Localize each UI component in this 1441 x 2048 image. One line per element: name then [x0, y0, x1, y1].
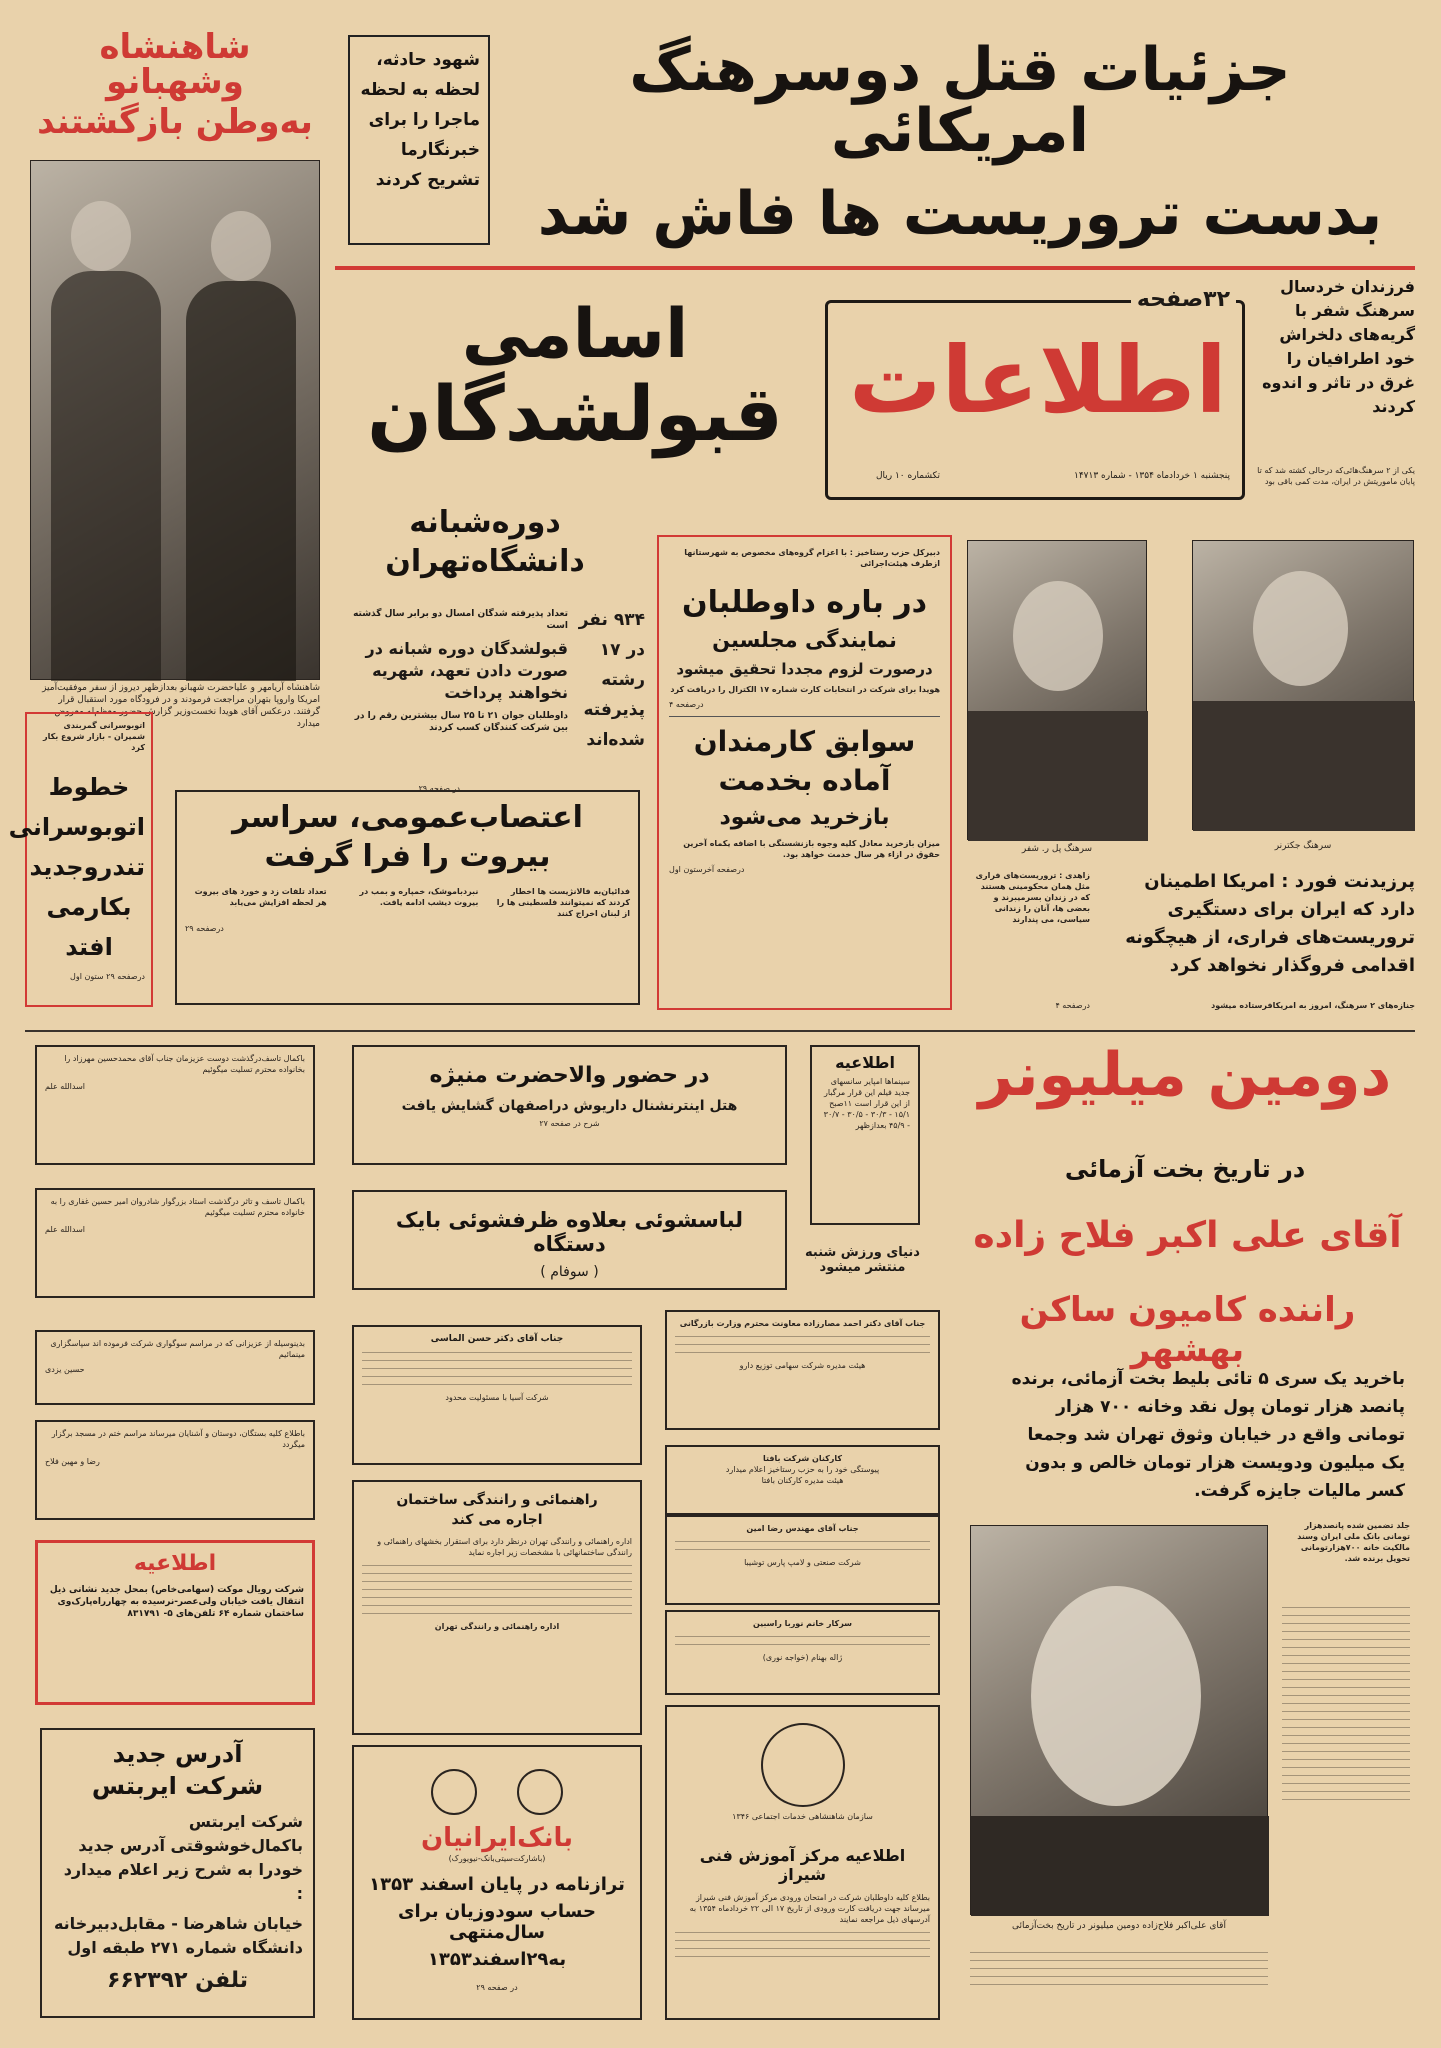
employees-continued: درصفحه آخرستون اول: [669, 865, 745, 874]
shiraz-body: بطلاع کلیه داوطلبان شرکت در امتحان ورودی مرکز آموزش فنی شیراز میرساند جهت دریافت کارت ورودی از تاریخ ۱۷ الی ۲۲ خردادماه ۱۳۵۴ به آدرسهای ذیل مراجعه نمایند: [689, 1893, 930, 1924]
bank-sub: (باشارکت‌سیتی‌بانک-نیویورک): [448, 1854, 546, 1863]
airbits-body: شرکت ایربتس باکمال‌خوشوقتی آدرس جدید خودرا به شرح زیر اعلام میدارد :: [63, 1812, 303, 1903]
candidates-box: [657, 535, 952, 1010]
candidates-headline: در باره داوطلبان: [681, 585, 927, 620]
employees-body: میزان بازخرید معادل کلیه وجوه بازنشستگی با اضافه یکماه آخرین حقوق در ازاء هر سال خدمت خواهد بود.: [683, 839, 940, 859]
lottery-bottom-text: [970, 1945, 1268, 2015]
royal-mocket-title: اطلاعیه: [133, 1551, 217, 1576]
names-count-5: شده‌اند: [586, 730, 645, 750]
lottery-sub: در تاریخ بخت آزمائی: [1064, 1155, 1306, 1183]
rasbin-sign: ژاله بهنام (خواجه نوری): [762, 1653, 843, 1662]
employees-sub: بازخرید می‌شود: [719, 805, 890, 830]
masarzadeh-sign: هیئت مدیره شرکت سهامی توزیع دارو: [739, 1361, 866, 1370]
royal-mocket-ad: [35, 1540, 315, 1705]
witness-text: شهود حادثه، لحظه به لحظه ماجرا را برای خبرنگارما تشریح کردند: [360, 50, 480, 190]
sofam-title: لباسشوئی بعلاوه ظرفشوئی بایک دستگاه: [395, 1208, 744, 1256]
bank-name: بانک‌ایرانیان: [420, 1823, 573, 1853]
lottery-name-1: آقای علی اکبر فلاح زاده: [973, 1215, 1402, 1256]
bank-line-2: حساب سودوزیان برای سال‌منتهی: [398, 1901, 596, 1943]
candidates-body: هویدا برای شرکت در انتخابات کارت شماره ۱۷ الکترال را دریافت کرد: [670, 685, 940, 694]
main-headline: [510, 35, 1410, 250]
strike-bullet-3: تعداد تلفات زد و خورد های بیروت هر لحظه افزایش می‌یابد: [194, 887, 327, 907]
bafta-title: کارکنان شرکت بافتا: [762, 1454, 843, 1463]
names-bullet-2: قبولشدگان دوره شبانه در صورت دادن تعهد، شهریه نخواهند پرداخت: [365, 639, 568, 702]
employees-headline-1: سوابق کارمندان: [693, 725, 916, 758]
colonel-turner-photo: [1192, 540, 1414, 830]
bank-emblem-icon: [431, 1769, 477, 1815]
bafta-body: پیوستگی خود را به حزب رستاخیز اعلام میدارد: [725, 1465, 880, 1474]
candidates-sub: نمایندگی مجلسین: [712, 628, 897, 652]
strike-headline-2: بیروت را فرا گرفت: [264, 839, 551, 874]
bank-line-3: به۲۹اسفند۱۳۵۳: [427, 1949, 567, 1970]
condolence-2-sign: اسدالله علم: [45, 1225, 86, 1234]
lottery-side-column: [1282, 1600, 1410, 2000]
names-count-3: رشته: [601, 670, 645, 690]
colonel-turner-caption: سرهنگ جکترنر: [1274, 841, 1332, 851]
bafta-sign: هیئت مدیره کارکنان بافتا: [761, 1476, 844, 1485]
colonel-stats-text: یکی از ۲ سرهنگ‌هائی‌که درحالی کشته شد که تا پایان ماموریتش در ایران، مدت کمی باقی بود: [1257, 466, 1415, 486]
airbits-phone: تلفن ۶۶۲۳۹۲: [106, 1968, 249, 1993]
cinema-body: سینماها امپایر سانسهای جدید فیلم این قرار مرگبار از این قرار است ۱۱صبح ۱۵/۱ - ۳۰/۳ - ۳۰/۵ - ۳۰/۷ - ۴۵/۹ بعدازظهر: [823, 1077, 910, 1130]
almasi-ad: [352, 1325, 642, 1465]
airbits-ad: [40, 1728, 315, 2018]
almasi-sign: شرکت آسیا با مسئولیت محدود: [445, 1393, 549, 1402]
names-counts: [575, 605, 645, 755]
masarzadeh-title: جناب آقای دکتر احمد مصارزاده معاونت محترم وزارت بازرگانی: [679, 1319, 926, 1328]
shah-headline-line1: شاهنشاه وشهبانو: [99, 27, 251, 102]
shiraz-ad: [665, 1705, 940, 2020]
names-bullet-3: داوطلبان جوان ۲۱ تا ۲۵ سال بیشترین رقم را در بین شرکت کنندگان کسب کردند: [354, 711, 568, 733]
amin-sign: شرکت صنعتی و لامپ پارس توشیبا: [744, 1558, 861, 1567]
names-continued: در صفحه ۲۹: [418, 784, 460, 793]
strike-box: [175, 790, 640, 1005]
names-bullet-1: تعداد پذیرفته شدگان امسال دو برابر سال گذشته است: [353, 609, 568, 631]
names-count-2: در ۱۷: [599, 640, 645, 660]
amin-title: جناب آقای مهندس رضا امین: [746, 1524, 859, 1533]
fallahzadeh-caption: آقای علی‌اکبر فلاح‌زاده دومین میلیونر در تاریخ بخت‌آزمائی: [1012, 1921, 1226, 1931]
employees-headline-2: آماده بخدمت: [718, 764, 891, 797]
names-bullets: [340, 608, 568, 734]
candidates-sub2: درصورت لزوم مجددا تحقیق میشود: [676, 660, 933, 678]
condolence-4-sign: رضا و مهین فلاح: [45, 1457, 100, 1466]
royal-mocket-body: شرکت رویال موکت (سهامی‌خاص) بمحل جدید نشانی ذیل انتقال یافت خیابان ولی‌عصر-نرسیده به چهارراه‌پارک‌وی ساختمان شماره ۶۴ تلفن‌های ۵- ۸۳۱۷۹۱: [49, 1585, 304, 1619]
airbits-address: خیابان شاهرضا - مقابل‌دبیرخانه دانشگاه شماره ۲۷۱ طبقه اول: [53, 1914, 303, 1957]
traffic-building-footer: اداره راهنمائی و رانندگی تهران: [434, 1622, 560, 1631]
condolence-1-sign: اسدالله علم: [45, 1082, 86, 1091]
names-sub: [370, 505, 600, 579]
hotel-opening-ad: [352, 1045, 787, 1165]
cinema-ad: [810, 1045, 920, 1225]
names-sub-line1: دوره‌شبانه: [409, 505, 561, 540]
sports-note: دنیای ورزش شنبه منتشر میشود: [805, 1245, 920, 1275]
condolence-ad-4: [35, 1420, 315, 1520]
ford-text: پرزیدنت فورد : امریکا اطمینان دارد که ایران برای دستگیری تروریست‌های فراری، از هیچگونه اقدامی فروگذار نخواهد کرد: [1125, 871, 1415, 976]
sofam-ad: [352, 1190, 787, 1290]
rasbin-title: سرکار خانم نوربا راسبین: [752, 1619, 853, 1628]
names-sub-line2: دانشگاه‌تهران: [385, 544, 585, 579]
rasbin-ad: [665, 1610, 940, 1695]
colonel-shaffer-photo: [967, 540, 1147, 840]
officers-continued: درصفحه ۴: [1055, 1001, 1090, 1010]
condolence-2-text: باکمال تاسف و تاثر درگذشت استاد بزرگوار شادروان امیر حسین غفاری را به خانواده محترم تسلیت میگوئیم: [50, 1197, 305, 1217]
lottery-body: باخرید یک سری ۵ تائی بلیط بخت آزمائی، برنده پانصد هزار تومان پول نقد وخانه ۷۰۰ هزار تومانی واقع در خیابان وثوق تهران شد وجمعا یک میلیون ودویست هزار تومان خالص و بدون کسر مالیات جایزه گرفت.: [1011, 1369, 1405, 1501]
names-headline: [345, 295, 805, 500]
buses-box: [8, 712, 153, 1007]
masthead-price: تکشماره ۱۰ ریال: [875, 471, 940, 481]
masarzadeh-ad: [665, 1310, 940, 1430]
traffic-building-title-2: اجاره می کند: [451, 1512, 543, 1528]
names-count-1: ۹۳۴ نفر: [578, 610, 645, 630]
top-divider-rule: [335, 266, 1415, 270]
bank-continued: در صفحه ۲۹: [476, 1983, 518, 1992]
condolence-ad-1: [35, 1045, 315, 1165]
condolence-4-text: باطلاع کلیه بستگان، دوستان و آشنایان میرساند مراسم ختم در مسجد برگزار میگردد: [51, 1429, 305, 1449]
shiraz-seal-text: سازمان شاهنشاهی خدمات اجتماعی ۱۳۴۶: [732, 1812, 873, 1821]
condolence-3-sign: حسین یزدی: [45, 1365, 85, 1374]
main-headline-line1: جزئیات قتل دوسرهنگ امریکائی: [629, 35, 1291, 167]
condolence-ad-2: [35, 1188, 315, 1298]
condolence-3-text: بدینوسیله از عزیزانی که در مراسم سوگواری شرکت فرموده اند سپاسگزاری مینمائیم: [50, 1339, 305, 1359]
shah-headline: [25, 27, 325, 143]
lottery-name-2: راننده کامیون ساکن بهشهر: [1019, 1290, 1356, 1370]
buses-kicker: اتوبوسرانی گمربندی شمیران - بازار شروع بکار کرد: [42, 721, 145, 752]
section-divider: [25, 1030, 1415, 1032]
zahedi-text: زاهدی : تروریست‌های فراری مثل همان محکومینی هستند که در زندان بسرمیبرند و بعضی ها، آنان را زندانی سیاسی، می پندارند: [975, 871, 1090, 924]
strike-bullet-1: فدائیان‌به فالانژیست ها اخطار کردند که نمیتوانند فلسطینی ها را از لبنان اخراج کنند: [496, 887, 630, 918]
lottery-headline: دومین میلیونر: [978, 1040, 1392, 1110]
shah-photo: [30, 160, 320, 680]
strike-headline-1: اعتصاب‌عمومی، سراسر: [232, 800, 583, 835]
buses-continued: درصفحه ۲۹ ستون اول: [70, 972, 145, 981]
cinema-title: اطلاعیه: [835, 1053, 895, 1072]
colonel-shaffer-caption: سرهنگ پل ر. شفر: [1021, 844, 1093, 854]
airbits-title-1: آدرس جدید: [112, 1740, 243, 1768]
bank-line-1: ترازنامه در پایان اسفند ۱۳۵۳: [369, 1874, 625, 1895]
names-headline-line2: قبولشدگان: [367, 369, 783, 459]
sofam-brand: ( سوفام ): [540, 1264, 599, 1280]
strike-continued: درصفحه ۲۹: [185, 924, 224, 933]
traffic-building-body: اداره راهنمائی و رانندگی تهران درنظر دارد برای استقرار بخشهای راهنمائی و رانندگی ساختمانهائی با مشخصات زیر اجاره نماید: [377, 1537, 632, 1557]
witness-box: [348, 35, 490, 245]
candidates-kicker: دبیرکل حزب رستاخیز : با اعزام گروه‌های مخصوص به شهرستانها ازطرف هیئت‌اجرائی: [684, 548, 940, 568]
hotel-opening-text: هتل اینترنشنال داریوش دراصفهان گشایش یافت: [401, 1098, 738, 1114]
iranian-bank-ad: [352, 1745, 642, 2020]
children-text: فرزندان خردسال سرهنگ شفر با گریه‌های دلخراش خود اطرافیان را غرق در تاثر و اندوه کردند: [1262, 277, 1415, 416]
names-headline-line1: اسامی: [461, 295, 689, 374]
lottery-side-text: جلد تضمین شده پانصدهزار تومانی بانک ملی ایران وسند مالکیت خانه ۷۰۰هزارتومانی تحویل برنده شد.: [1297, 1521, 1410, 1563]
globe-emblem-icon: [517, 1769, 563, 1815]
traffic-building-ad: [352, 1480, 642, 1735]
hotel-opening-continued: شرح در صفحه ۲۷: [539, 1119, 600, 1128]
names-count-4: پذیرفته: [583, 700, 645, 720]
hotel-opening-title: در حضور والاحضرت منیژه: [429, 1063, 710, 1088]
ford-body: جنازه‌های ۲ سرهنگ، امروز به امریکافرستاده میشود: [1211, 1001, 1415, 1010]
amin-ad: [665, 1515, 940, 1605]
condolence-ad-3: [35, 1330, 315, 1405]
airbits-title-2: شرکت ایربتس: [91, 1772, 264, 1800]
shah-headline-line2: به‌وطن بازگشتند: [37, 102, 313, 143]
candidates-continued: درصفحه ۴: [669, 700, 704, 709]
bafta-ad: [665, 1445, 940, 1515]
traffic-building-title-1: راهنمائی و رانندگی ساختمان: [396, 1492, 598, 1508]
shah-caption: شاهنشاه آریامهر و علیاحضرت شهبانو بعدازظهر دیروز از سفر موفقیت‌آمیز امریکا واروپا بتهران مراجعت فرمودند و در فرودگاه مورد استقبال قرار گرفتند. درعکس آقای هویدا نخست‌وزیر گزارش حضور معظم‌له معروض میدارد: [42, 683, 320, 729]
condolence-1-text: باکمال تاسف‌درگذشت دوست عزیزمان جناب آقای محمد‌حسین مهرزاد را بخانواده محترم تسلیت میگوئیم: [64, 1054, 305, 1074]
buses-headline: خطوط اتوبوسرانی تندروجدید بکارمی افتد: [8, 773, 145, 961]
shiraz-title: اطلاعیه مرکز آموزش فنی شیراز: [699, 1846, 906, 1884]
main-headline-line2: بدست تروریست ها فاش شد: [537, 179, 1383, 250]
pages-badge: ۳۲صفحه: [1131, 287, 1236, 312]
masthead-date-line: پنجشنبه ۱ خردادماه ۱۳۵۴ - شماره ۱۴۷۱۳: [1074, 471, 1230, 481]
fallahzadeh-photo: [970, 1525, 1268, 1915]
social-services-seal-icon: [761, 1723, 845, 1807]
strike-bullet-2: نبردباموشک، خمپاره و بمب در بیروت دیشب ادامه یافت.: [359, 887, 479, 907]
masthead-logo: اطلاعات: [849, 327, 1227, 434]
almasi-title: جناب آقای دکتر حسن الماسی: [430, 1334, 564, 1344]
